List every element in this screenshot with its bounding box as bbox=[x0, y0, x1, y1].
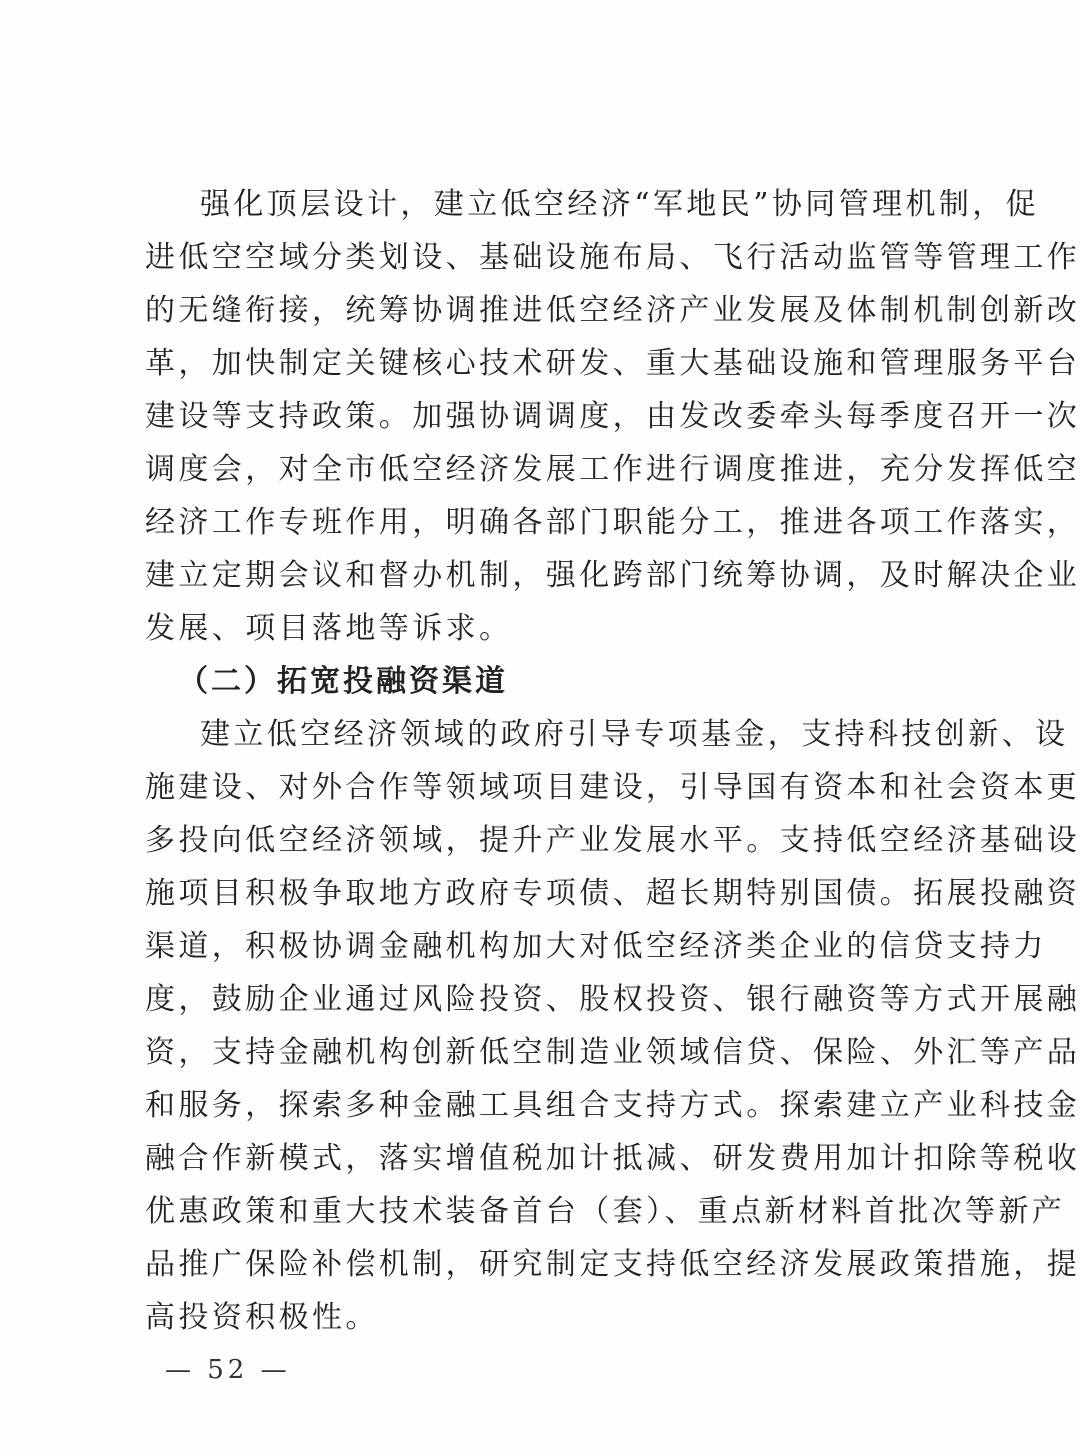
paragraph-1-line-6: 调度会，对全市低空经济发展工作进行调度推进，充分发挥低空 bbox=[145, 452, 1080, 487]
paragraph-2-line-9: 融合作新模式，落实增值税加计抵减、研发费用加计扣除等税收 bbox=[145, 1141, 1080, 1176]
paragraph-2-line-12: 高投资积极性。 bbox=[145, 1300, 379, 1335]
paragraph-2-line-7: 资，支持金融机构创新低空制造业领域信贷、保险、外汇等产品 bbox=[145, 1035, 1080, 1070]
paragraph-1-line-7: 经济工作专班作用，明确各部门职能分工，推进各项工作落实， bbox=[145, 505, 1080, 540]
paragraph-2-line-11: 品推广保险补偿机制，研究制定支持低空经济发展政策措施，提 bbox=[145, 1247, 1080, 1282]
paragraph-2-line-2: 施建设、对外合作等领域项目建设，引导国有资本和社会资本更 bbox=[145, 770, 1080, 805]
paragraph-2-line-10: 优惠政策和重大技术装备首台（套）、重点新材料首批次等新产 bbox=[145, 1194, 1066, 1229]
paragraph-2-line-3: 多投向低空经济领域，提升产业发展水平。支持低空经济基础设 bbox=[145, 823, 1080, 858]
page-number: — 52 — bbox=[165, 1355, 291, 1385]
paragraph-1-line-5: 建设等支持政策。加强协调调度，由发改委牵头每季度召开一次 bbox=[145, 399, 1080, 434]
paragraph-2-line-6: 度，鼓励企业通过风险投资、股权投资、银行融资等方式开展融 bbox=[145, 982, 1080, 1017]
paragraph-1-line-2: 进低空空域分类划设、基础设施布局、飞行活动监管等管理工作 bbox=[145, 240, 1080, 275]
paragraph-2-line-8: 和服务，探索多种金融工具组合支持方式。探索建立产业科技金 bbox=[145, 1088, 1080, 1123]
paragraph-1-line-1: 强化顶层设计，建立低空经济“军地民”协同管理机制，促 bbox=[200, 187, 1040, 222]
paragraph-1-line-3: 的无缝衔接，统筹协调推进低空经济产业发展及体制机制创新改 bbox=[145, 293, 1080, 328]
paragraph-1-line-8: 建立定期会议和督办机制，强化跨部门统筹协调，及时解决企业 bbox=[145, 558, 1080, 593]
paragraph-2-line-1: 建立低空经济领域的政府引导专项基金，支持科技创新、设 bbox=[200, 717, 1069, 752]
section-heading: （二）拓宽投融资渠道 bbox=[178, 664, 508, 699]
paragraph-1-line-9: 发展、项目落地等诉求。 bbox=[145, 611, 513, 646]
paragraph-2-line-5: 渠道，积极协调金融机构加大对低空经济类企业的信贷支持力 bbox=[145, 929, 1047, 964]
paragraph-1-line-4: 革，加快制定关键核心技术研发、重大基础设施和管理服务平台 bbox=[145, 346, 1080, 381]
paragraph-2-line-4: 施项目积极争取地方政府专项债、超长期特别国债。拓展投融资 bbox=[145, 876, 1080, 911]
